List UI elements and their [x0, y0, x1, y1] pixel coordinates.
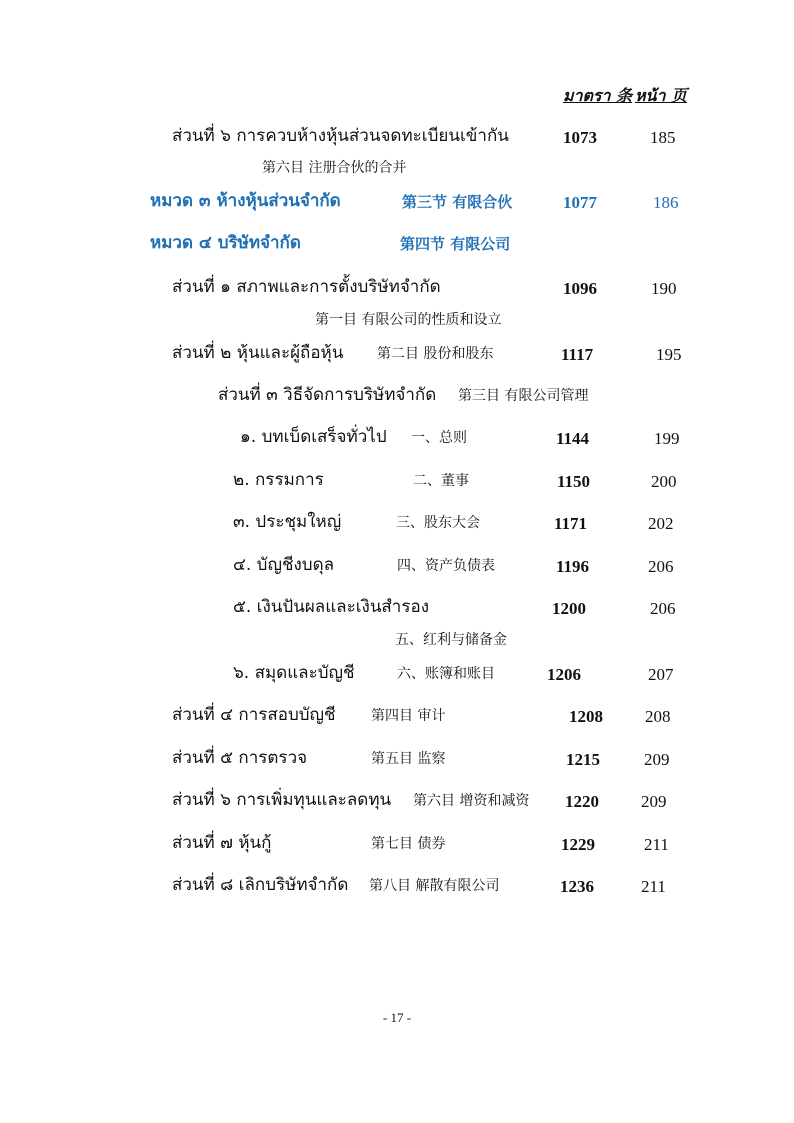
toc-article-number: 1144 — [556, 429, 590, 448]
toc-article-number: 1206 — [547, 665, 581, 684]
toc-entry-chinese: 第八目 解散有限公司 — [369, 878, 500, 894]
toc-page-number: 199 — [654, 429, 680, 448]
toc-entry-chinese: 第一目 有限公司的性质和设立 — [315, 312, 502, 328]
toc-article-number: 1171 — [554, 514, 588, 533]
toc-page-number: 207 — [648, 665, 674, 684]
toc-article-number: 1220 — [565, 792, 599, 811]
toc-page-number: 211 — [644, 835, 669, 854]
toc-page-number: 206 — [650, 599, 676, 618]
toc-article-number: 1236 — [560, 877, 594, 896]
toc-entry-thai: ส่วนที่ ๖ การเพิ่มทุนและลดทุน — [172, 790, 392, 810]
toc-entry-thai: ส่วนที่ ๒ หุ้นและผู้ถือหุ้น — [172, 343, 344, 363]
toc-subentry-thai: ๖. สมุดและบัญชี — [233, 663, 355, 683]
toc-page-number: 208 — [645, 707, 671, 726]
toc-subentry-thai: ๕. เงินปันผลและเงินสำรอง — [233, 597, 429, 617]
toc-article-number: 1073 — [563, 128, 597, 147]
toc-entry-chinese: 第三目 有限公司管理 — [458, 388, 589, 404]
toc-entry-thai: ส่วนที่ ๕ การตรวจ — [172, 748, 308, 768]
toc-subentry-thai: ๓. ประชุมใหญ่ — [233, 512, 342, 532]
page-footer-number: - 17 - — [382, 1010, 412, 1025]
toc-entry-thai: ส่วนที่ ๘ เลิกบริษัทจำกัด — [172, 875, 349, 895]
toc-subentry-thai: ๑. บทเบ็ดเสร็จทั่วไป — [240, 427, 387, 447]
toc-entry-thai: ส่วนที่ ๓ วิธีจัดการบริษัทจำกัด — [218, 385, 437, 405]
toc-chapter-chinese: 第四节 有限公司 — [400, 235, 511, 253]
toc-subentry-thai: ๒. กรรมการ — [233, 470, 324, 490]
toc-chapter-thai: หมวด ๔ บริษัทจำกัด — [150, 233, 301, 253]
toc-entry-chinese: 第五目 监察 — [371, 751, 446, 767]
toc-page-number: 186 — [653, 193, 679, 212]
toc-subentry-chinese: 一、总则 — [411, 430, 467, 446]
toc-entry-thai: ส่วนที่ ๖ การควบห้างหุ้นส่วนจดทะเบียนเข้ากัน — [172, 126, 509, 146]
toc-page-number: 185 — [650, 128, 676, 147]
toc-page-number: 190 — [651, 279, 677, 298]
toc-entry-chinese: 第七目 债券 — [371, 836, 446, 852]
toc-entry-chinese: 第四目 审计 — [371, 708, 446, 724]
toc-subentry-thai: ๔. บัญชีงบดุล — [233, 555, 335, 575]
toc-article-number: 1200 — [552, 599, 586, 618]
toc-article-number: 1077 — [563, 193, 597, 212]
toc-entry-chinese: 第六目 注册合伙的合并 — [262, 160, 407, 176]
toc-entry-chinese: 第二目 股份和股东 — [377, 346, 494, 362]
toc-article-number: 1096 — [563, 279, 597, 298]
toc-article-number: 1229 — [561, 835, 595, 854]
toc-entry-chinese: 第六目 增资和减资 — [413, 793, 530, 809]
toc-entry-thai: ส่วนที่ ๗ หุ้นกู้ — [172, 833, 272, 853]
toc-page-number: 206 — [648, 557, 674, 576]
page-column-header: หน้า 页 — [635, 86, 688, 105]
toc-article-number: 1215 — [566, 750, 600, 769]
toc-page-number: 202 — [648, 514, 674, 533]
toc-chapter-chinese: 第三节 有限合伙 — [402, 193, 513, 211]
toc-subentry-chinese: 五、红利与储备金 — [395, 632, 507, 648]
article-column-header: มาตรา 条 — [563, 86, 633, 105]
toc-chapter-thai: หมวด ๓ ห้างหุ้นส่วนจำกัด — [150, 191, 341, 211]
toc-subentry-chinese: 二、董事 — [413, 473, 469, 489]
toc-page-number: 195 — [656, 345, 682, 364]
toc-page-number: 209 — [644, 750, 670, 769]
toc-article-number: 1150 — [557, 472, 591, 491]
toc-entry-thai: ส่วนที่ ๑ สภาพและการตั้งบริษัทจำกัด — [172, 277, 441, 297]
toc-entry-thai: ส่วนที่ ๔ การสอบบัญชี — [172, 705, 336, 725]
toc-subentry-chinese: 四、资产负债表 — [397, 558, 495, 574]
toc-page-number: 200 — [651, 472, 677, 491]
toc-subentry-chinese: 三、股东大会 — [396, 515, 480, 531]
toc-page-number: 211 — [641, 877, 666, 896]
toc-article-number: 1208 — [569, 707, 603, 726]
toc-article-number: 1196 — [556, 557, 590, 576]
toc-article-number: 1117 — [561, 345, 594, 364]
toc-page-number: 209 — [641, 792, 667, 811]
toc-subentry-chinese: 六、账簿和账目 — [397, 666, 495, 682]
